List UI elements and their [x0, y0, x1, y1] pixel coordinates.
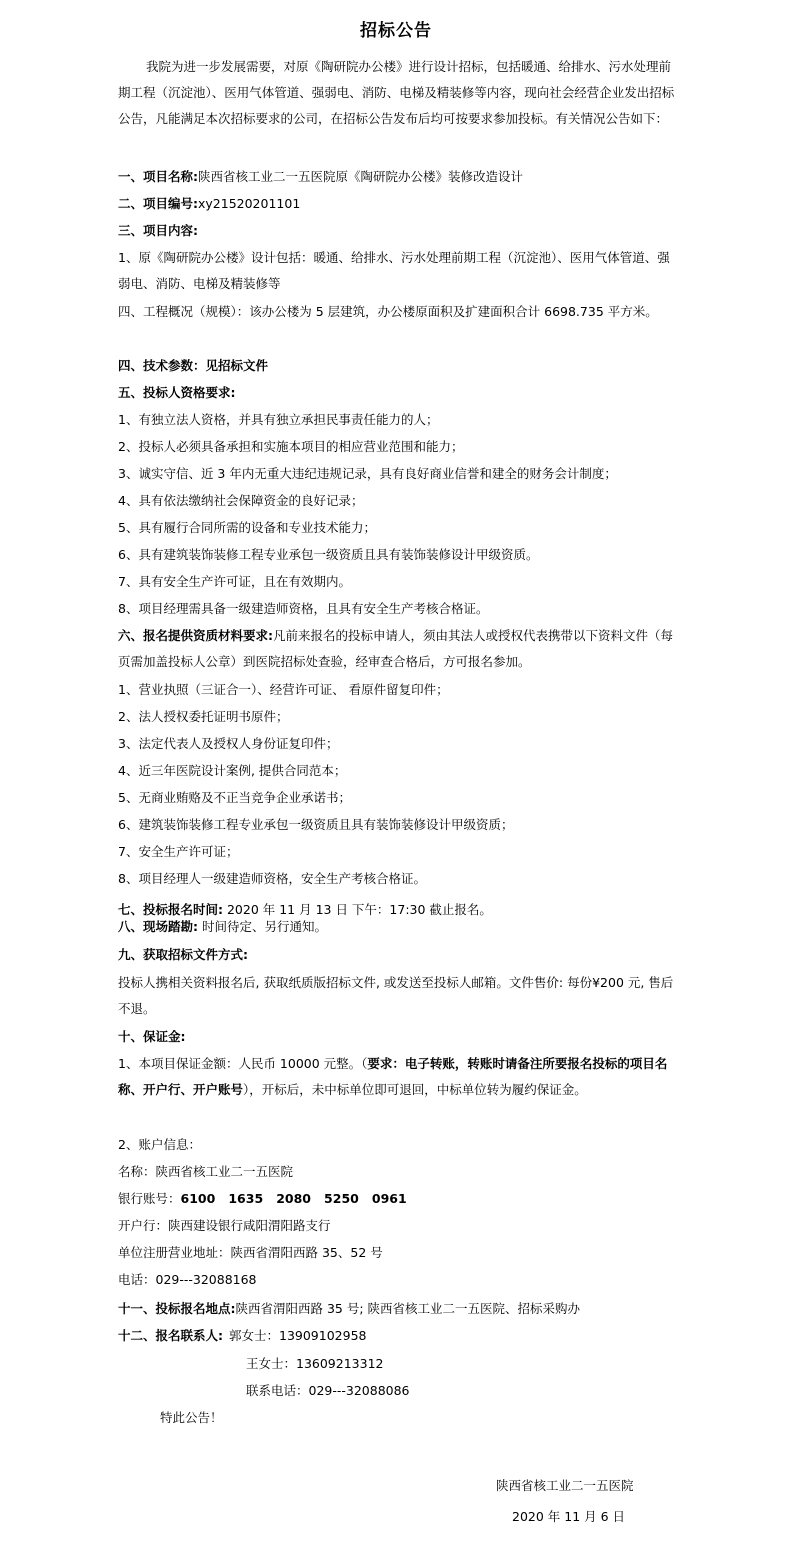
- signature-org: 陕西省核工业二一五医院: [496, 1478, 634, 1493]
- section-tech-params: [118, 353, 268, 379]
- material-item: 4、近三年医院设计案例, 提供合同范本；: [118, 763, 347, 778]
- qualification-item: 7、具有安全生产许可证，且在有效期内。: [118, 574, 351, 589]
- qualification-item: 8、项目经理需具备一级建造师资格，且具有安全生产考核合格证。: [118, 601, 489, 616]
- section-project-number: [118, 191, 300, 217]
- qualification-item: 6、具有建筑装饰装修工程专业承包一级资质且具有装饰装修设计甲级资质。: [118, 547, 539, 562]
- bank-account-label: 银行账号：: [118, 1191, 181, 1206]
- qualification-item: 4、具有依法缴纳社会保障资金的良好记录；: [118, 493, 364, 508]
- section-materials: [118, 623, 678, 675]
- material-item: 2、法人授权委托证明书原件；: [118, 709, 289, 724]
- qualification-item: 5、具有履行合同所需的设备和专业技术能力；: [118, 520, 376, 535]
- section-qualifications: [118, 380, 236, 406]
- project-overview: 四、工程概况（规模）：该办公楼为 5 层建筑，办公楼原面积及扩建面积合计 6698.735 平方米。: [118, 304, 658, 319]
- section-label: 一、项目名称:: [118, 169, 198, 184]
- material-item: 8、项目经理人一级建造师资格，安全生产考核合格证。: [118, 871, 426, 886]
- material-item: 3、法定代表人及授权人身份证复印件；: [118, 736, 339, 751]
- registered-address: 单位注册营业地址：陕西省渭阳西路 35、52 号: [118, 1245, 383, 1260]
- qualification-item: 3、诚实守信、近 3 年内无重大违纪违规记录，具有良好商业信誉和建全的财务会计制度；: [118, 466, 617, 481]
- section-project-name: [118, 164, 523, 190]
- section-label: 四、技术参数：见招标文件: [118, 358, 269, 373]
- section-label: 十二、报名联系人:: [118, 1328, 223, 1343]
- account-info-heading: 2、账户信息：: [118, 1137, 201, 1152]
- section-label: 十、保证金:: [118, 1029, 186, 1044]
- qualification-item: 2、投标人必须具备承担和实施本项目的相应营业范围和能力；: [118, 439, 464, 454]
- material-item: 7、安全生产许可证；: [118, 844, 239, 859]
- section-contacts: [118, 1323, 366, 1349]
- deposit-text: 1、本项目保证金额：人民币 10000 元整。（: [118, 1056, 368, 1071]
- deposit-text: ），开标后，未中标单位即可退回，中标单位转为履约保证金。: [243, 1082, 587, 1097]
- page-title: 招标公告: [360, 21, 432, 41]
- section-label: 九、获取招标文件方式:: [118, 947, 248, 962]
- contact-2: 王女士：13609213312: [246, 1356, 384, 1371]
- bank-branch: 开户行：陕西建设银行咸阳渭阳路支行: [118, 1218, 331, 1233]
- bank-account: [118, 1186, 407, 1212]
- section-text: 凡前来报名的投标申请人，须由其法人或授权代表携带以下资料文件（每页需加盖投标人公章）到医院招标处查验，经审查合格后，方可报名参加。: [118, 628, 674, 669]
- section-registration-location: [118, 1296, 580, 1322]
- contact-1: 郭女士：13909102958: [229, 1328, 367, 1343]
- section-label: 八、现场踏勘:: [118, 919, 198, 934]
- section-label: 六、报名提供资质材料要求:: [118, 628, 273, 643]
- material-item: 5、无商业贿赂及不正当竞争企业承诺书；: [118, 790, 351, 805]
- signature-date: 2020 年 11 月 6 日: [512, 1509, 626, 1524]
- content-item: 1、原《陶研院办公楼》设计包括：暖通、给排水、污水处理前期工程（沉淀池）、医用气体管道、强弱电、消防、电梯及精装修等: [118, 250, 670, 291]
- section-value: 2020 年 11 月 13 日 下午：17:30 截止报名。: [223, 902, 492, 917]
- account-name: 名称：陕西省核工业二一五医院: [118, 1164, 294, 1179]
- intro-paragraph: 我院为进一步发展需要，对原《陶研院办公楼》进行设计招标，包括暖通、给排水、污水处理前期工程（沉淀池）、医用气体管道、强弱电、消防、电梯及精装修等内容，现向社会经营企业发出招标公告，凡能满足本次招标要求的公司，在招标公告发布后均可按要求参加投标。有关情况公告如下：: [118, 59, 675, 126]
- material-item: 6、建筑装饰装修工程专业承包一级资质且具有装饰装修设计甲级资质；: [118, 817, 514, 832]
- section-deposit: [118, 1024, 186, 1050]
- deposit-requirement: 要求：电子转账，转账时请备注所要报名投标的项目名称、开户行、开户账号: [118, 1056, 668, 1097]
- section-value: 陕西省渭阳西路 35 号; 陕西省核工业二一五医院、招标采购办: [235, 1301, 581, 1316]
- section-label: 二、项目编号:: [118, 196, 198, 211]
- section-project-content: [118, 218, 198, 244]
- section-label: 十一、投标报名地点:: [118, 1301, 236, 1316]
- section-obtain-docs: [118, 942, 248, 968]
- deposit-item: [118, 1051, 678, 1103]
- section-value: 时间待定、另行通知。: [198, 919, 327, 934]
- contact-phone: 联系电话：029---32088086: [246, 1383, 410, 1398]
- section-site-visit: [118, 914, 327, 940]
- phone-line: 电话：029---32088168: [118, 1272, 257, 1287]
- material-item: 1、营业执照（三证合一）、经营许可证、 看原件留复印件；: [118, 682, 449, 697]
- closing-text: 特此公告！: [160, 1410, 223, 1425]
- section-label: 五、投标人资格要求:: [118, 385, 236, 400]
- obtain-docs-text: 投标人携相关资料报名后, 获取纸质版招标文件, 或发送至投标人邮箱。文件售价: 每份¥200 元, 售后不退。: [118, 975, 674, 1016]
- section-value: xy21520201101: [198, 196, 301, 211]
- section-label: 三、项目内容:: [118, 223, 198, 238]
- bank-account-number: 6100 1635 2080 5250 0961: [180, 1191, 407, 1206]
- section-label: 七、投标报名时间:: [118, 902, 223, 917]
- qualification-item: 1、有独立法人资格，并具有独立承担民事责任能力的人；: [118, 412, 439, 427]
- section-value: 陕西省核工业二一五医院原《陶研院办公楼》装修改造设计: [198, 169, 524, 184]
